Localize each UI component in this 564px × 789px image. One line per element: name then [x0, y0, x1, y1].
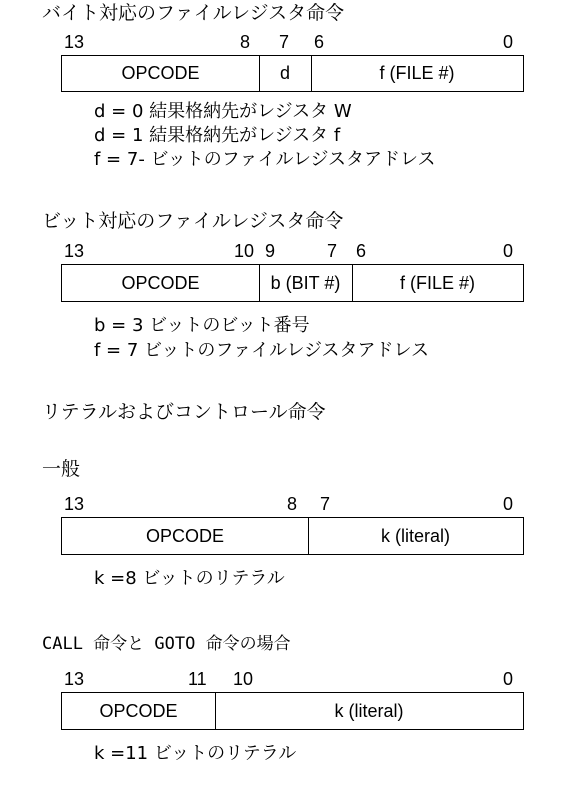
instruction-format-general: [61, 517, 524, 555]
note-d1: d = 1 結果格納先がレジスタ f: [94, 125, 341, 146]
instruction-format-byte-oriented: [61, 55, 524, 92]
bit-label-9: 9: [265, 241, 276, 261]
bit-label-13: 13: [64, 494, 85, 514]
field-opcode: OPCODE: [62, 518, 309, 554]
section-title-byte-oriented: バイト対応のファイルレジスタ命令: [42, 2, 345, 24]
bit-label-10: 10: [234, 241, 255, 261]
field-d: d: [259, 56, 312, 91]
bit-label-10: 10: [233, 669, 254, 689]
bit-label-7: 7: [279, 32, 290, 52]
note-k: k =8 ビットのリテラル: [94, 568, 285, 589]
field-file: f (FILE #): [399, 272, 475, 293]
note-b: b = 3 ビットのビット番号: [94, 315, 310, 336]
bit-label-13: 13: [64, 241, 85, 261]
field-file: f (FILE #): [379, 63, 455, 83]
note-f: f = 7 ビットのファイルレジスタアドレス: [94, 340, 429, 361]
subsection-title-call-goto: CALL 命令と GOTO 命令の場合: [42, 634, 291, 654]
bit-label-7: 7: [320, 494, 331, 514]
bit-label-0: 0: [503, 669, 514, 689]
note-f: f = 7- ビットのファイルレジスタアドレス: [94, 149, 436, 170]
note-k: k =11 ビットのリテラル: [94, 743, 297, 764]
note-d0: d = 0 結果格納先がレジスタ W: [94, 101, 352, 122]
bit-label-0: 0: [503, 494, 514, 514]
subsection-title-general: 一般: [42, 458, 81, 480]
section-title-literal-control: リテラルおよびコントロール命令: [42, 401, 326, 423]
bit-label-8: 8: [240, 32, 251, 52]
bit-label-0: 0: [503, 241, 514, 261]
instruction-format-bit-oriented: [61, 264, 524, 302]
instruction-format-call-goto: [61, 692, 524, 730]
bit-label-8: 8: [287, 494, 298, 514]
field-literal: k (literal): [334, 700, 404, 721]
bit-label-13: 13: [64, 32, 85, 52]
field-opcode: OPCODE: [62, 265, 260, 301]
bit-label-13: 13: [64, 669, 85, 689]
field-opcode: OPCODE: [62, 693, 216, 729]
bit-label-7: 7: [327, 241, 338, 261]
bit-label-0: 0: [503, 32, 514, 52]
bit-label-6: 6: [356, 241, 367, 261]
bit-label-6: 6: [314, 32, 325, 52]
bit-label-11: 11: [188, 669, 207, 689]
section-title-bit-oriented: ビット対応のファイルレジスタ命令: [42, 210, 344, 232]
field-bit: b (BIT #): [259, 265, 353, 301]
field-literal: k (literal): [380, 525, 450, 546]
field-opcode: OPCODE: [62, 56, 260, 91]
